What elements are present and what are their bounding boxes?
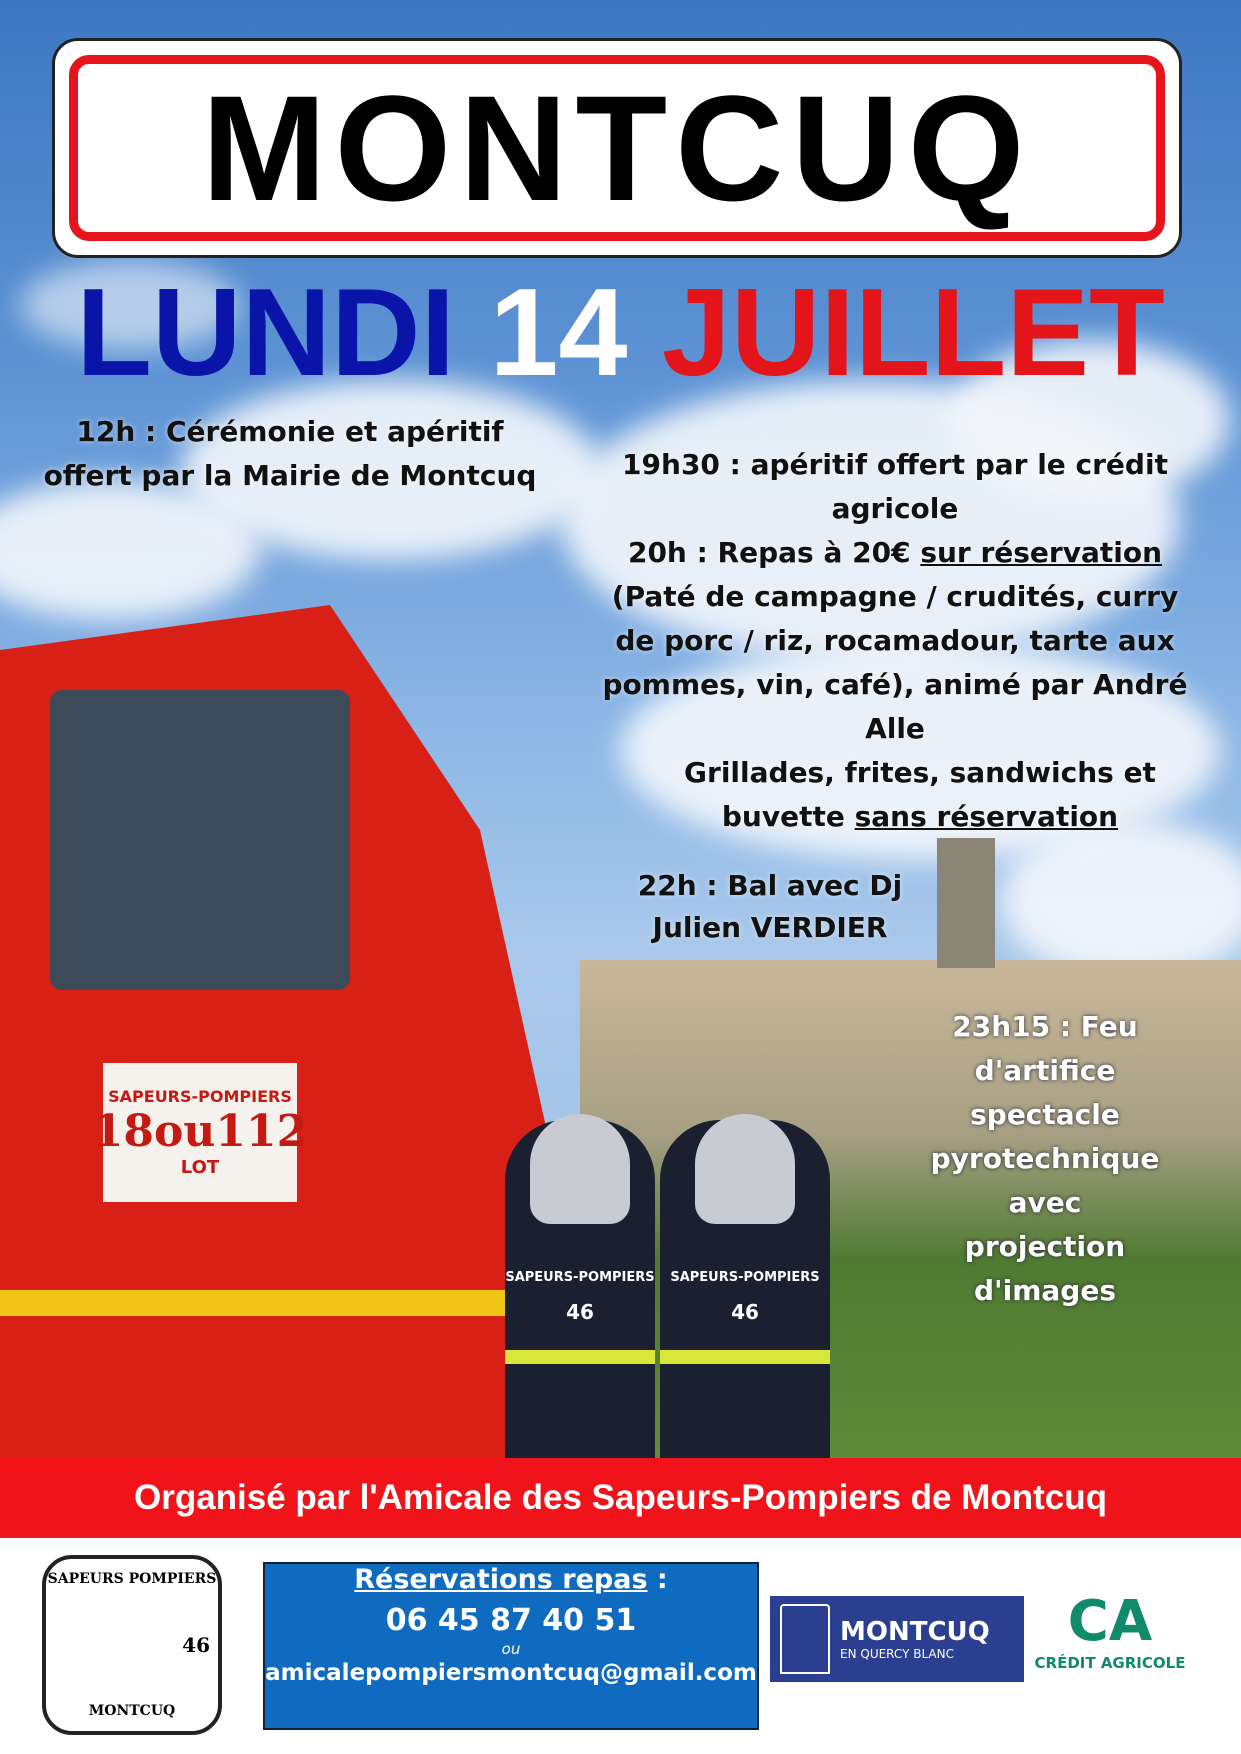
text-line: offert par la Mairie de Montcuq	[43, 459, 537, 492]
grill-line	[570, 795, 1220, 839]
text-line: Grillades, frites, sandwichs et	[684, 756, 1156, 789]
firefighter-number: 46	[731, 1300, 759, 1324]
text-line: Alle	[865, 712, 925, 745]
date-month: JUILLET	[661, 264, 1165, 402]
text-line: Julien VERDIER	[652, 911, 888, 944]
text-line: spectacle	[970, 1098, 1120, 1131]
grill-underline: sans réservation	[854, 800, 1119, 833]
firefighters-seal-logo	[42, 1555, 222, 1735]
seal-number: 46	[182, 1633, 210, 1657]
reservation-heading: Réservations repas	[354, 1564, 648, 1595]
seal-top: SAPEURS POMPIERS	[47, 1571, 217, 1587]
truck-window	[50, 690, 350, 990]
text-line: 19h30 : apéritif offert par le crédit	[622, 448, 1168, 481]
program-fireworks	[900, 1005, 1190, 1313]
reservation-or: ou	[501, 1640, 521, 1658]
town-sign	[52, 38, 1182, 258]
montcuq-logo	[770, 1596, 1024, 1682]
text-line: d'artifice	[974, 1054, 1116, 1087]
event-date	[0, 264, 1241, 402]
dinner-underline: sur réservation	[920, 536, 1163, 569]
text-line: de porc / riz, rocamadour, tarte aux	[615, 624, 1175, 657]
ca-name: CRÉDIT AGRICOLE	[1034, 1654, 1186, 1672]
firefighter-number: 46	[566, 1300, 594, 1324]
reservation-box	[263, 1562, 759, 1730]
page-title: MONTCUQ	[201, 63, 1033, 232]
tower-photo	[937, 838, 995, 968]
text-line: projection	[964, 1230, 1126, 1263]
firefighter-label: SAPEURS-POMPIERS	[670, 1270, 820, 1285]
reservation-phone[interactable]: 06 45 87 40 51	[385, 1603, 637, 1638]
firefighter-label: SAPEURS-POMPIERS	[505, 1270, 655, 1285]
reservation-colon: :	[647, 1564, 668, 1595]
montcuq-sub: EN QUERCY BLANC	[840, 1647, 954, 1661]
program-noon	[20, 410, 560, 498]
text-line: d'images	[974, 1274, 1116, 1307]
badge-bottom: LOT	[180, 1157, 220, 1178]
tower-icon	[780, 1604, 830, 1674]
truck-stripe	[0, 1290, 560, 1316]
date-day: LUNDI	[76, 264, 456, 402]
firefighter	[505, 1120, 655, 1460]
text-line: agricole	[831, 492, 959, 525]
ca-mark: CA	[1067, 1589, 1153, 1654]
date-number: 14	[489, 264, 628, 402]
text-line: pyrotechnique	[930, 1142, 1160, 1175]
text-line: (Paté de campagne / crudités, curry	[611, 580, 1179, 613]
grill-prefix: buvette	[721, 800, 855, 833]
badge-top: SAPEURS-POMPIERS	[108, 1087, 292, 1106]
text-line: avec	[1008, 1186, 1082, 1219]
dinner-prefix: 20h : Repas à 20€	[627, 536, 921, 569]
credit-agricole-logo	[1030, 1590, 1190, 1690]
firefighter	[660, 1120, 830, 1460]
reservation-email[interactable]: amicalepompiersmontcuq@gmail.com	[265, 1660, 757, 1686]
text-line: pommes, vin, café), animé par André	[602, 668, 1188, 701]
text-line: 22h : Bal avec Dj	[637, 869, 903, 902]
seal-bottom: MONTCUQ	[88, 1703, 176, 1719]
dinner-line	[570, 531, 1220, 575]
text-line: 23h15 : Feu	[952, 1010, 1138, 1043]
text-line: 12h : Cérémonie et apéritif	[76, 415, 504, 448]
montcuq-name: MONTCUQ	[840, 1617, 990, 1647]
organizer-banner	[0, 1458, 1241, 1538]
program-ball	[600, 865, 940, 949]
truck-badge	[92, 1060, 308, 1205]
organizer-text: Organisé par l'Amicale des Sapeurs-Pompiers de Montcuq	[133, 1478, 1108, 1517]
badge-numbers: 18ou112	[92, 1106, 308, 1157]
program-evening	[570, 443, 1220, 839]
